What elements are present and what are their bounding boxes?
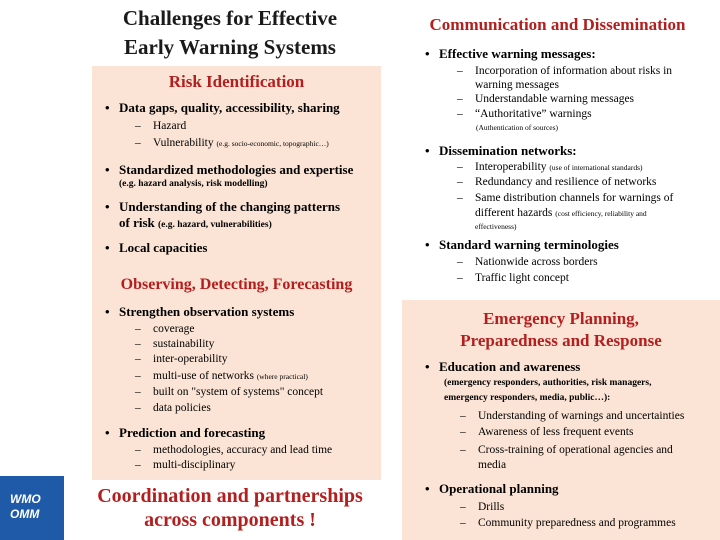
bullet-icon: • (425, 46, 430, 61)
wmo-logo-text: WMO OMM (10, 492, 41, 521)
bullet-icon: • (105, 304, 110, 319)
comm-bullet-dissemination: • Dissemination networks: (425, 143, 577, 158)
dash-icon: – (457, 93, 463, 105)
dash-icon: – (135, 353, 141, 365)
observe-sub-item: – multi-use of networks (where practical) (135, 370, 308, 382)
observe-sub-item: – coverage (135, 323, 195, 335)
risk-bullet-changing-patterns: • Understanding of the changing patterns of risk (e.g. hazard, vulnerabilities) (105, 199, 341, 230)
dash-icon: – (135, 459, 141, 471)
dash-icon: – (135, 402, 141, 414)
emergency-sub-item: – Drills (460, 501, 505, 513)
dash-icon: – (460, 517, 466, 529)
dash-icon: – (460, 501, 466, 513)
communication-heading: Communication and Dissemination (429, 15, 686, 34)
comm-sub-item: – Nationwide across borders (457, 256, 598, 268)
risk-bullet-methodologies: • Standardized methodologies and expertise (105, 162, 354, 177)
emergency-sub-item: – Understanding of warnings and uncertainties (460, 410, 685, 422)
bullet-icon: • (425, 359, 430, 374)
comm-bullet-terminologies: • Standard warning terminologies (425, 237, 619, 252)
dash-icon: – (135, 386, 141, 398)
risk-heading: Risk Identification (168, 72, 305, 91)
comm-sub-item: – Traffic light concept (457, 272, 569, 284)
dash-icon: – (135, 323, 141, 335)
emergency-sub-item: – Awareness of less frequent events (460, 426, 634, 438)
dash-icon: – (457, 256, 463, 268)
observe-sub-item: – built on "system of systems" concept (135, 386, 324, 398)
dash-icon: – (135, 137, 141, 149)
bullet-icon: • (425, 237, 430, 252)
observe-bullet-prediction: • Prediction and forecasting (105, 425, 266, 440)
emergency-heading: Emergency Planning, Preparedness and Response (460, 309, 662, 350)
coordination-text: Coordination and partnerships across components ! (97, 485, 363, 531)
bullet-icon: • (425, 143, 430, 158)
comm-sub-item: – Incorporation of information about risks in warning messages (457, 65, 673, 91)
risk-methodologies-note: (e.g. hazard analysis, risk modelling) (119, 179, 268, 189)
comm-bullet-effective-messages: • Effective warning messages: (425, 46, 596, 61)
dash-icon: – (457, 161, 463, 173)
observe-bullet-strengthen: • Strengthen observation systems (105, 304, 295, 319)
dash-icon: – (135, 120, 141, 132)
dash-icon: – (457, 108, 463, 120)
emergency-sub-item: – Cross-training of operational agencies and media (460, 444, 673, 471)
emergency-education-note: (emergency responders, authorities, risk managers, emergency responders, media, public…): (444, 378, 652, 403)
bullet-icon: • (105, 425, 110, 440)
risk-sub-vulnerability: – Vulnerability (e.g. socio-economic, topographic…) (135, 137, 329, 149)
comm-sub-item: – Interoperability (use of international standards) (457, 161, 643, 173)
comm-sub-item: – Redundancy and resilience of networks (457, 176, 657, 188)
observing-heading: Observing, Detecting, Forecasting (120, 276, 353, 293)
dash-icon: – (135, 338, 141, 350)
bullet-icon: • (105, 240, 110, 255)
emergency-bullet-operational: • Operational planning (425, 481, 559, 496)
observe-sub-item: – data policies (135, 402, 211, 414)
dash-icon: – (135, 370, 141, 382)
dash-icon: – (460, 426, 466, 438)
observe-sub-item: – sustainability (135, 338, 215, 350)
dash-icon: – (460, 444, 466, 456)
comm-sub-item: – Understandable warning messages (457, 93, 635, 105)
dash-icon: – (457, 176, 463, 188)
emergency-bullet-education: • Education and awareness (425, 359, 581, 374)
dash-icon: – (457, 65, 463, 77)
comm-authentication-note: (Authentication of sources) (476, 123, 559, 132)
left-title (80, 4, 380, 62)
dash-icon: – (460, 410, 466, 422)
left-title-line-2: Early Warning Systems (124, 35, 336, 59)
observe-sub-item: – methodologies, accuracy and lead time (135, 444, 333, 456)
risk-sub-hazard: – Hazard (135, 120, 187, 132)
risk-bullet-data-gaps: • Data gaps, quality, accessibility, sharing (105, 100, 340, 115)
comm-sub-item: – “Authoritative” warnings (457, 108, 592, 120)
emergency-sub-item: – Community preparedness and programmes (460, 517, 676, 529)
bullet-icon: • (425, 481, 430, 496)
bullet-icon: • (105, 162, 110, 177)
bullet-icon: • (105, 199, 110, 214)
observe-sub-item: – inter-operability (135, 353, 228, 365)
dash-icon: – (457, 272, 463, 284)
left-title-line-1: Challenges for Effective (122, 6, 338, 30)
risk-bullet-local-capacities: • Local capacities (105, 240, 208, 255)
dash-icon: – (457, 192, 463, 204)
comm-sub-item: – Same distribution channels for warnings of different hazards (cost efficiency, reliability and effectiveness) (457, 192, 674, 231)
dash-icon: – (135, 444, 141, 456)
bullet-icon: • (105, 100, 110, 115)
observe-sub-item: – multi-disciplinary (135, 459, 236, 471)
